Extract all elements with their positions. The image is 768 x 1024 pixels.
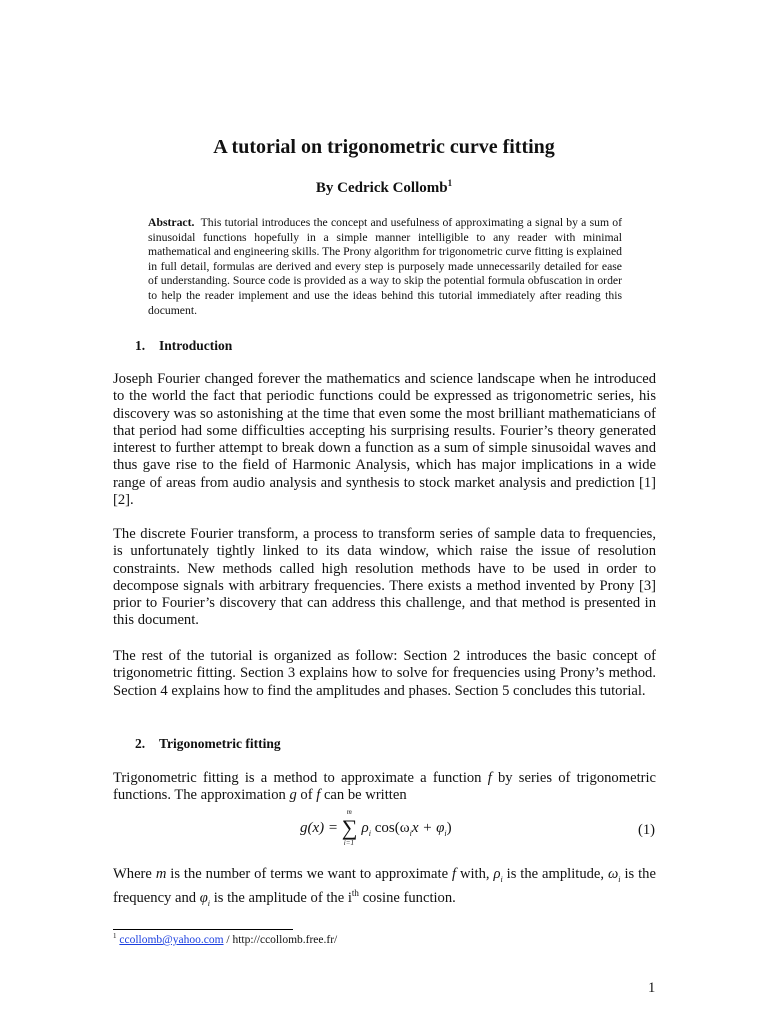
subscript: i [444,829,447,838]
cos-term: cos(ω [374,820,410,836]
fitting-paragraph-1 [113,770,656,805]
section-heading-introduction [135,338,232,354]
equation-lhs: g(x) = [300,820,339,836]
text-run: is the number of terms we want to approximate [170,866,449,882]
math-f: f [487,770,492,786]
author-footnote-mark: 1 [447,178,453,188]
text-run: is the amplitude, [506,866,605,882]
text-run: with, [459,866,490,882]
text-run: is the frequency and [113,866,656,906]
section-title: Trigonometric fitting [159,736,281,751]
section-number: 2. [135,736,146,751]
section-number: 1. [135,338,146,353]
rho: ρ [493,866,501,882]
rho: ρ [361,820,369,836]
math-f: f [316,787,321,804]
superscript: th [351,888,359,899]
subscript: i [409,829,412,838]
close-paren: ) [446,820,452,836]
footnote-mark: 1 [113,932,117,941]
section-heading-trigonometric-fitting [135,736,281,752]
phi: φ [199,890,208,906]
equation-1 [300,808,452,847]
footnote-divider [113,929,293,930]
page-number: 1 [648,980,656,996]
sum-upper-limit: m [346,808,352,816]
intro-paragraph-2: The discrete Fourier transform, a process to transform series of sample data to frequencies, is unfortunately tightly linked to its data window, which raise the issue of resolution constraints. New methods called high resolution methods have to be used in order to decompose signals with arbitrary frequencies. There exists a method invented by Prony [3] prior to Fourier’s discovery that can address this challenge, and that method is presented in this document. [113,526,656,629]
abstract-text: This tutorial introduces the concept and usefulness of approximating a signal by a sum of sinusoidal functions hopefully in a simple manner intelligible to any reader with minimal mathematical and engineering skills. The Prony algorithm for trigonometric curve fitting is explained in full detail, formulas are derived and every step is purposely made unnecessarily detailed for ease of understanding. Source code is provided as a way to skip the potential formula obfuscation in order to help the reader implement and use the ideas behind this tutorial immediately after reading this document. [148,216,622,317]
text-run: Where [113,866,152,882]
text-run: of [300,787,313,804]
intro-paragraph-3: The rest of the tutorial is organized as follow: Section 2 introduces the basic concept of trigonometric fitting. Section 3 explains how to solve for frequencies using Prony’s method. Section 4 explains how to find the amplitudes and phases. Section 5 concludes this tutorial. [113,648,656,699]
author-name: By Cedrick Collomb [315,180,448,196]
text-run: cosine function. [362,890,456,906]
math-m: m [155,866,167,882]
subscript: i [618,874,621,884]
subscript: i [368,829,371,838]
text-run: by series of trigonometric functions. The approximation [113,770,657,804]
subscript: i [207,898,211,908]
email-link[interactable]: ccollomb@yahoo.com [119,934,224,946]
footnote [113,934,337,946]
author-line [0,180,768,197]
sigma-symbol: ∑ [341,815,358,840]
intro-paragraph-1: Joseph Fourier changed forever the mathematics and science landscape when he introduced to the world the fact that periodic functions could be expressed as trigonometric series, his discovery was so astonishing at the time that even some the most brilliant mathematicians of that period had some difficulties accepting his surprising results. Fourier’s theory generated interest to further attempt to break down a function as a sum of simple sinusoidal waves and thus gave rise to the field of Harmonic Analysis, which has major implications in a wide range of areas from audio analysis and synthesis to stock market analysis and prediction [1][2]. [113,371,656,509]
text-run: Trigonometric fitting is a method to approximate a function [113,770,482,786]
math-f: f [451,866,457,882]
summation [341,808,358,847]
phase-term: x + φ [411,820,445,836]
math-g: g [289,787,297,804]
fitting-paragraph-2 [113,862,656,910]
omega: ω [607,866,619,882]
text-run: is the amplitude of the i [213,890,352,906]
paper-title: A tutorial on trigonometric curve fitting [213,136,555,158]
equation-number: (1) [638,822,656,838]
text-run: can be written [323,787,407,804]
sum-lower-limit: i=1 [343,839,354,847]
abstract-label: Abstract. [148,216,195,229]
subscript: i [500,874,503,884]
footnote-url: / http://ccollomb.free.fr/ [223,934,338,946]
abstract [148,216,622,318]
section-title: Introduction [159,338,233,353]
